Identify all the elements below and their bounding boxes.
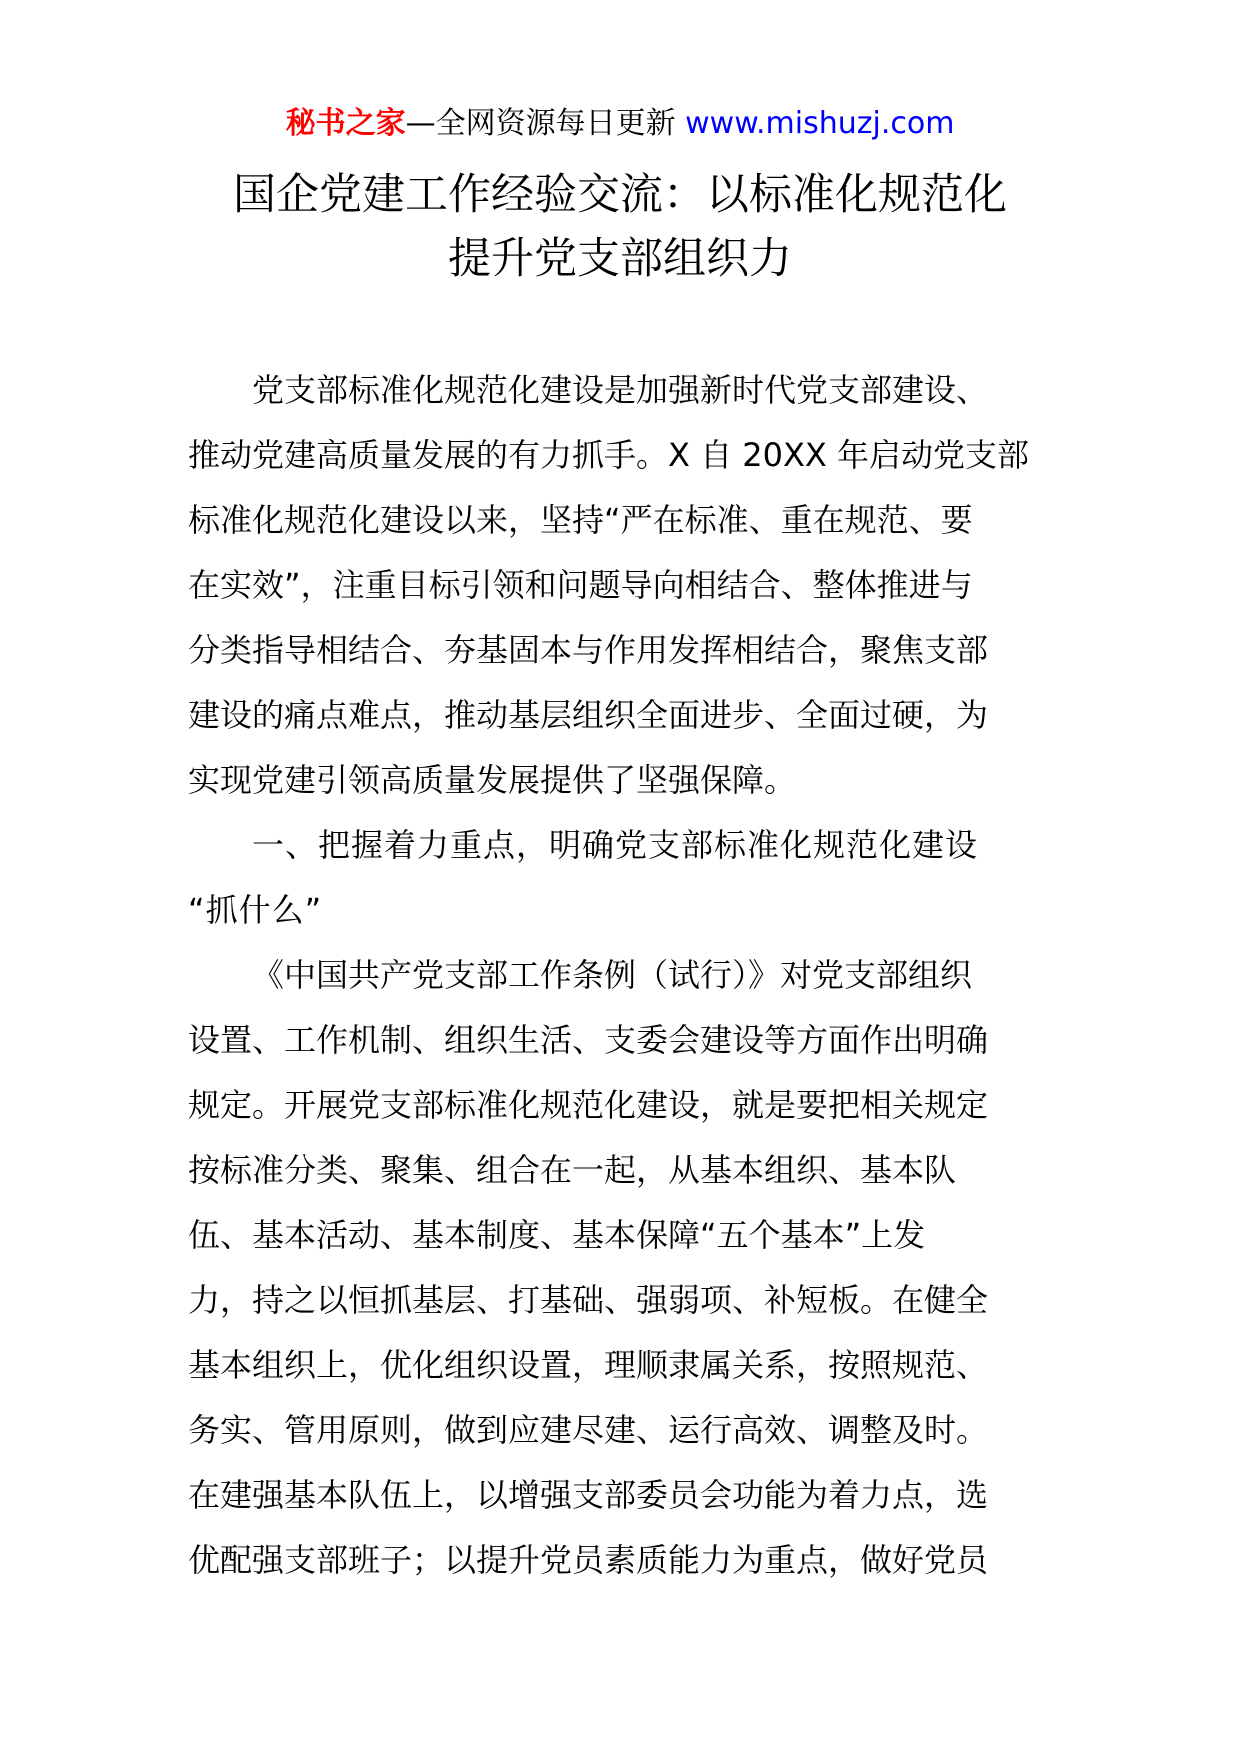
section-heading: 一、把握着力重点，明确党支部标准化规范化建设 bbox=[252, 826, 979, 864]
document-title bbox=[0, 163, 1240, 291]
body-line: 优配强支部班子；以提升党员素质能力为重点，做好党员 bbox=[188, 1541, 989, 1579]
body-line: 分类指导相结合、夯基固本与作用发挥相结合，聚焦支部 bbox=[188, 631, 989, 669]
body-line: 规定。开展党支部标准化规范化建设，就是要把相关规定 bbox=[188, 1086, 989, 1124]
section-heading-cont: “抓什么” bbox=[188, 891, 323, 929]
body-line: 建设的痛点难点，推动基层组织全面进步、全面过硬，为 bbox=[188, 696, 989, 734]
title-line-1: 国企党建工作经验交流：以标准化规范化 bbox=[233, 170, 1007, 220]
body-line: 按标准分类、聚集、组合在一起，从基本组织、基本队 bbox=[188, 1151, 957, 1189]
body-line: 在建强基本队伍上，以增强支部委员会功能为着力点，选 bbox=[188, 1476, 989, 1514]
body-line: 务实、管用原则，做到应建尽建、运行高效、调整及时。 bbox=[188, 1411, 989, 1449]
site-url: www.mishuzj.com bbox=[685, 106, 955, 141]
header-tagline: —全网资源每日更新 bbox=[405, 106, 686, 141]
document-body bbox=[188, 358, 1058, 1593]
body-line: 实现党建引领高质量发展提供了坚强保障。 bbox=[188, 761, 797, 799]
body-line: 在实效”，注重目标引领和问题导向相结合、整体推进与 bbox=[188, 566, 973, 604]
body-line: 设置、工作机制、组织生活、支委会建设等方面作出明确 bbox=[188, 1021, 989, 1059]
body-line: 推动党建高质量发展的有力抓手。X 自 20XX 年启动党支部 bbox=[188, 436, 1030, 474]
body-line: 《中国共产党支部工作条例（试行）》对党支部组织 bbox=[252, 956, 973, 994]
body-line: 基本组织上，优化组织设置，理顺隶属关系，按照规范、 bbox=[188, 1346, 989, 1384]
body-line: 党支部标准化规范化建设是加强新时代党支部建设、 bbox=[252, 371, 989, 409]
body-line: 标准化规范化建设以来，坚持“严在标准、重在规范、要 bbox=[188, 501, 973, 539]
body-line: 伍、基本活动、基本制度、基本保障“五个基本”上发 bbox=[188, 1216, 926, 1254]
brand-name: 秘书之家 bbox=[285, 106, 406, 141]
site-header bbox=[0, 104, 1240, 144]
body-line: 力，持之以恒抓基层、打基础、强弱项、补短板。在健全 bbox=[188, 1281, 989, 1319]
title-line-2: 提升党支部组织力 bbox=[448, 234, 792, 284]
